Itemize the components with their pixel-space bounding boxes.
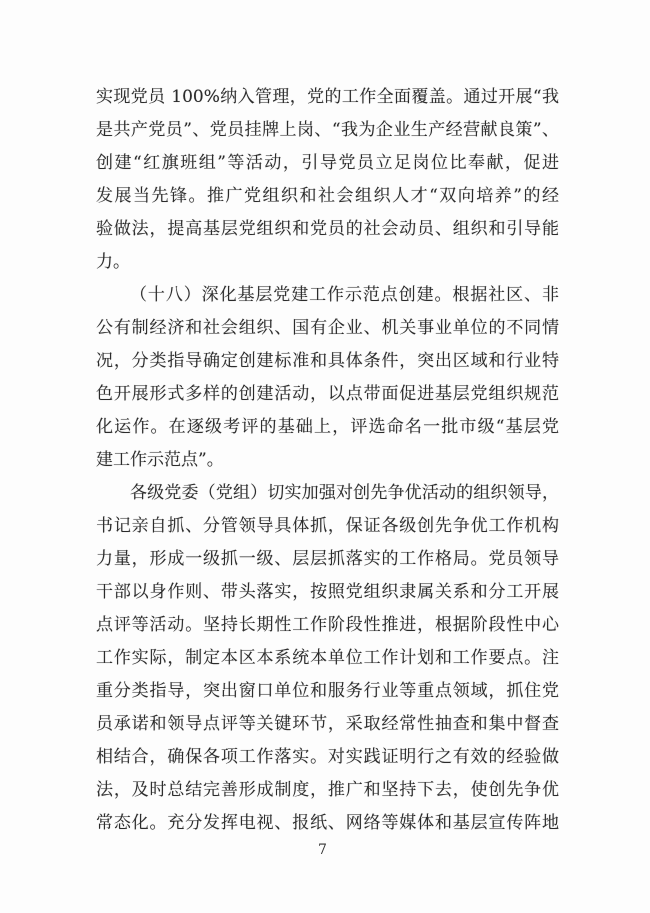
text-line: 公有制经济和社会组织、国有企业、机关事业单位的不同情: [96, 318, 559, 338]
text-line: 实现党员 100%纳入管理，党的工作全面覆盖。通过开展“我: [96, 87, 559, 107]
text-line: 员承诺和领导点评等关键环节，采取经常性抽查和集中督查: [96, 714, 559, 734]
text-line: 常态化。充分发挥电视、报纸、网络等媒体和基层宣传阵地: [96, 813, 559, 833]
page-number: 7: [318, 842, 327, 858]
text-line: 干部以身作则、带头落实，按照党组织隶属关系和分工开展: [96, 582, 559, 602]
text-line: 相结合，确保各项工作落实。对实践证明行之有效的经验做: [96, 747, 559, 767]
text-line: 况，分类指导确定创建标准和具体条件，突出区域和行业特: [96, 351, 559, 371]
text-line: 力。: [96, 252, 130, 272]
text-line: 各级党委（党组）切实加强对创先争优活动的组织领导，: [130, 483, 559, 503]
text-line: 重分类指导，突出窗口单位和服务行业等重点领域，抓住党: [96, 681, 559, 701]
body-text: [96, 81, 559, 840]
text-line: 力量，形成一级抓一级、层层抓落实的工作格局。党员领导: [96, 549, 559, 569]
text-line: 点评等活动。坚持长期性工作阶段性推进，根据阶段性中心: [96, 615, 559, 635]
text-line: 发展当先锋。推广党组织和社会组织人才“双向培养”的经: [96, 186, 559, 206]
text-line: 书记亲自抓、分管领导具体抓，保证各级创先争优工作机构: [96, 516, 559, 536]
text-line: 验做法，提高基层党组织和党员的社会动员、组织和引导能: [96, 219, 559, 239]
text-line: 化运作。在逐级考评的基础上，评选命名一批市级“基层党: [96, 417, 559, 437]
text-line: （十八）深化基层党建工作示范点创建。根据社区、非: [130, 285, 559, 305]
text-line: 建工作示范点”。: [96, 450, 224, 470]
text-line: 是共产党员”、党员挂牌上岗、“我为企业生产经营献良策”、: [96, 120, 559, 140]
text-line: 法，及时总结完善形成制度，推广和坚持下去，使创先争优: [96, 780, 559, 800]
text-line: 创建“红旗班组”等活动，引导党员立足岗位比奉献，促进: [96, 153, 559, 173]
text-line: 色开展形式多样的创建活动，以点带面促进基层党组织规范: [96, 384, 559, 404]
text-line: 工作实际，制定本区本系统本单位工作计划和工作要点。注: [96, 648, 559, 668]
